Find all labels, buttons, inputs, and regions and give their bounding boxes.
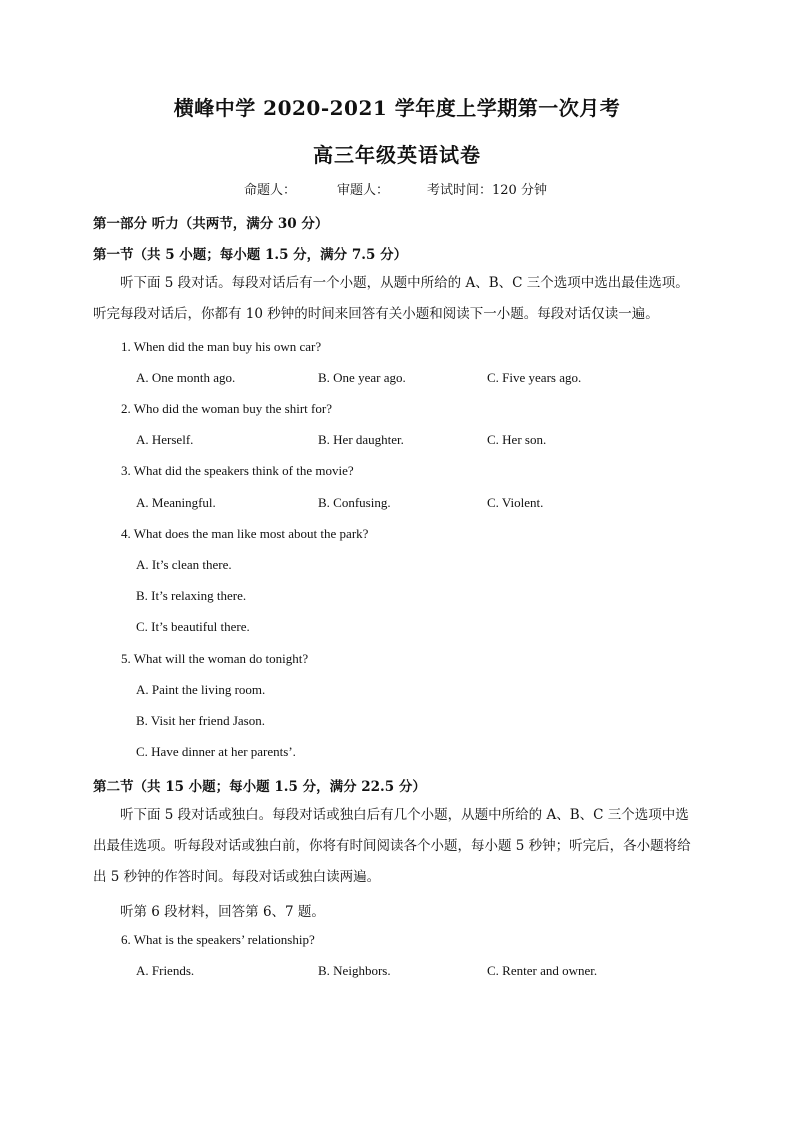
question-stem: 1. When did the man buy his own car? <box>121 339 322 354</box>
material-note: 听第 6 段材料，回答第 6、7 题。 <box>120 904 325 920</box>
section2-instructions <box>93 800 699 893</box>
option-b[interactable]: B. One year ago. <box>318 370 406 385</box>
question-stem: 3. What did the speakers think of the movie? <box>121 463 354 478</box>
section1-instructions <box>93 268 699 330</box>
setter-label: 命题人： <box>244 183 297 198</box>
question-stem: 2. Who did the woman buy the shirt for? <box>121 401 332 416</box>
option-c[interactable]: C. Have dinner at her parents’. <box>136 744 296 759</box>
option-a[interactable]: A. One month ago. <box>136 370 236 385</box>
option-a[interactable]: A. Meaningful. <box>136 495 216 510</box>
question-stem: 6. What is the speakers’ relationship? <box>121 932 315 947</box>
time-label: 考试时间：120 分钟 <box>427 183 547 198</box>
option-b[interactable]: B. It’s relaxing there. <box>136 588 247 603</box>
option-c[interactable]: C. Her son. <box>487 432 547 447</box>
question-stem: 4. What does the man like most about the park? <box>121 526 369 541</box>
option-c[interactable]: C. Five years ago. <box>487 370 582 385</box>
question-stem: 5. What will the woman do tonight? <box>121 651 309 666</box>
option-c[interactable]: C. Violent. <box>487 495 544 510</box>
option-a[interactable]: A. Paint the living room. <box>136 682 266 697</box>
option-c[interactable]: C. Renter and owner. <box>487 963 598 978</box>
reviewer-label: 审题人： <box>337 183 390 198</box>
option-a[interactable]: A. Herself. <box>136 432 194 447</box>
option-b[interactable]: B. Her daughter. <box>318 432 404 447</box>
instructions-text: 听下面 5 段对话或独白。每段对话或独白后有几个小题，从题中所给的 A、B、C 三个选项中选出最佳选项。听每段对话或独白前，你将有时间阅读各个小题，每小题 5 秒钟；听完后，各小题将给出 5 秒钟的作答时间。每段对话或独白读两遍。 <box>93 807 691 885</box>
option-b[interactable]: B. Confusing. <box>318 495 391 510</box>
exam-subtitle: 高三年级英语试卷 <box>313 143 481 167</box>
option-c[interactable]: C. It’s beautiful there. <box>136 619 250 634</box>
exam-title: 横峰中学 2020-2021 学年度上学期第一次月考 <box>173 96 621 120</box>
section2-heading: 第二节（共 15 小题；每小题 1.5 分，满分 22.5 分） <box>93 779 426 795</box>
option-b[interactable]: B. Neighbors. <box>318 963 391 978</box>
option-a[interactable]: A. It’s clean there. <box>136 557 232 572</box>
section1-heading: 第一节（共 5 小题；每小题 1.5 分，满分 7.5 分） <box>93 247 408 263</box>
instructions-text: 听下面 5 段对话。每段对话后有一个小题，从题中所给的 A、B、C 三个选项中选出最佳选项。听完每段对话后，你都有 10 秒钟的时间来回答有关小题和阅读下一小题。每段对话仅读一遍。 <box>93 275 689 322</box>
part1-heading: 第一部分 听力（共两节，满分 30 分） <box>93 216 329 232</box>
option-a[interactable]: A. Friends. <box>136 963 195 978</box>
option-b[interactable]: B. Visit her friend Jason. <box>136 713 265 728</box>
